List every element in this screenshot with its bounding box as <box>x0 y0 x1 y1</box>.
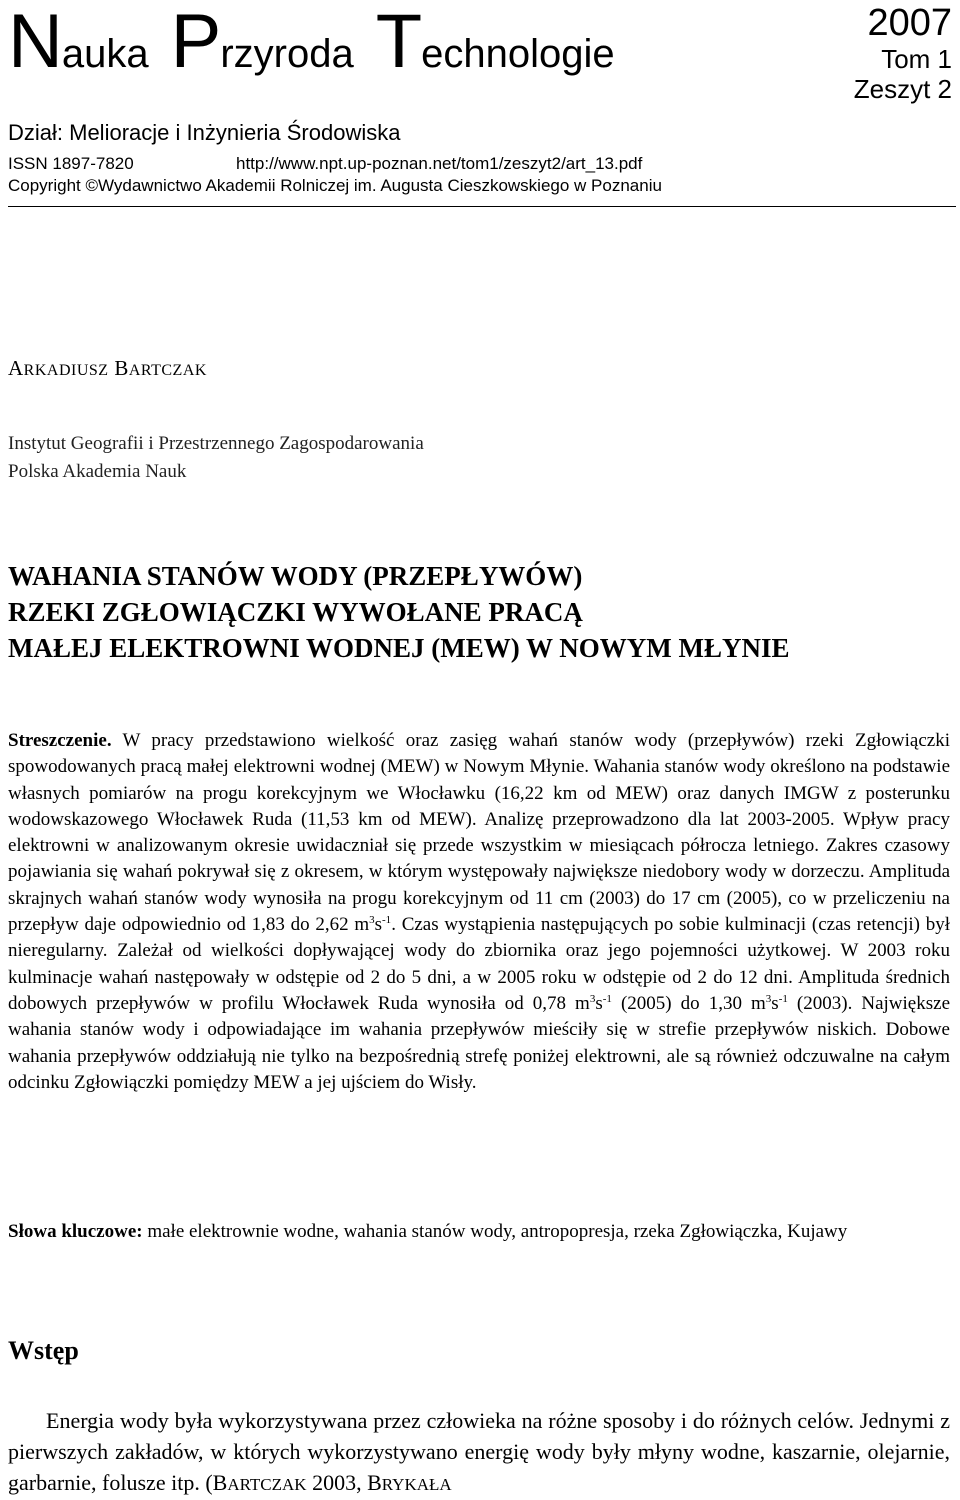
keywords-text: małe elektrownie wodne, wahania stanów wody, antropopresja, rzeka Zgłowiączka, Kujawy <box>142 1221 848 1242</box>
journal-word-1: Nauka <box>8 0 149 84</box>
section-heading: Wstęp <box>8 1336 79 1365</box>
issue-year: 2007 <box>867 2 952 44</box>
intro-paragraph: Energia wody była wykorzystywana przez człowieka na różne sposoby i do różnych celów. Jednymi z pierwszych zakładów, w których wykorzystywano energię wody były młyny wodne, kaszarnie, olejarnie, garbarnie, folusze itp. (BARTCZAK 2003, BRYKAŁA <box>8 1408 950 1495</box>
article-url[interactable]: http://www.npt.up-poznan.net/tom1/zeszyt2/art_13.pdf <box>236 154 643 173</box>
title-line-1: WAHANIA STANÓW WODY (PRZEPŁYWÓW) <box>8 561 583 591</box>
title-line-2: RZEKI ZGŁOWIĄCZKI WYWOŁANE PRACĄ <box>8 597 583 627</box>
affiliation-academy: Polska Akademia Nauk <box>8 461 187 482</box>
issn-line <box>8 154 643 174</box>
keywords-label: Słowa kluczowe: <box>8 1221 143 1242</box>
title-line-3: MAŁEJ ELEKTROWNI WODNEJ (MEW) W NOWYM MŁYNIE <box>8 633 790 663</box>
article-title <box>8 558 958 666</box>
issn: ISSN 1897-7820 <box>8 154 134 173</box>
issue-volume: Tom 1 <box>881 44 952 74</box>
author-affiliation <box>8 430 424 486</box>
issue-info <box>854 2 952 104</box>
journal-word-3: Technologie <box>375 0 615 84</box>
issue-number: Zeszyt 2 <box>853 74 952 104</box>
keywords <box>8 1218 950 1246</box>
copyright-line: Copyright ©Wydawnictwo Akademii Rolniczej im. Augusta Cieszkowskiego w Poznaniu <box>8 176 662 195</box>
journal-section: Dział: Melioracje i Inżynieria Środowiska <box>8 120 401 145</box>
affiliation-institute: Instytut Geografii i Przestrzennego Zagospodarowania <box>8 433 424 454</box>
header-divider <box>8 206 956 207</box>
journal-word-2: Przyroda <box>170 0 354 84</box>
journal-title <box>8 0 637 84</box>
abstract-label: Streszczenie. <box>8 730 112 751</box>
author-name: ARKADIUSZ BARTCZAK <box>8 356 207 380</box>
abstract: Streszczenie. W pracy przedstawiono wielkość oraz zasięg wahań stanów wody (przepływów) rzeki Zgłowiączki spowodowanych pracą małej elektrowni wodnej (MEW) w Nowym Młynie. Wahania stanów wody określono na podstawie własnych pomiarów na progu korekcyjnym we Włocławku (16,22 km od MEW) oraz danych IMGW z posterunku wodowskazowego Włocławek Ruda (11,53 km od MEW). Analizę przeprowadzono dla lat 2003-2005. Wpływ pracy elektrowni w analizowanym okresie uwidaczniał się przede wszystkim w miesiącach półrocza letniego. Zakres czasowy pojawiania się wahań pokrywał się z okresem, w którym występowały największe niedobory wody w dorzeczu. Amplituda skrajnych wahań stanów wody wynosiła na progu korekcyjnym od 11 cm (2003) do 17 cm (2005), co w przeliczeniu na przepływ daje odpowiednio od 1,83 do 2,62 $m^3s^{-1}$. Czas wystąpienia następujących po sobie kulminacji (czas retencji) był nieregularny. Zależał od wielkości dopływającej wody do zbiornika oraz jego pojemności użytkowej. W 2003 roku kulminacje wahań następowały w odstępie od 2 do 5 dni, a w 2005 roku w odstępie od 2 do 12 dni. Amplituda średnich dobowych przepływów w profilu Włocławek Ruda wynosiła od 0,78 $m^3s^{-1}$ (2005) do 1,30 $m^3s^{-1}$ (2003). Największe wahania stanów wody i odpowiadające im wahania przepływów mieściły się w strefie przepływów niskich. Dobowe wahania przepływów oddziałują nie tylko na bezpośrednią strefę poniżej elektrowni, ale są również odczuwalne na całym odcinku Zgłowiączki pomiędzy MEW a jej ujściem do Wisły. <box>8 730 950 1093</box>
